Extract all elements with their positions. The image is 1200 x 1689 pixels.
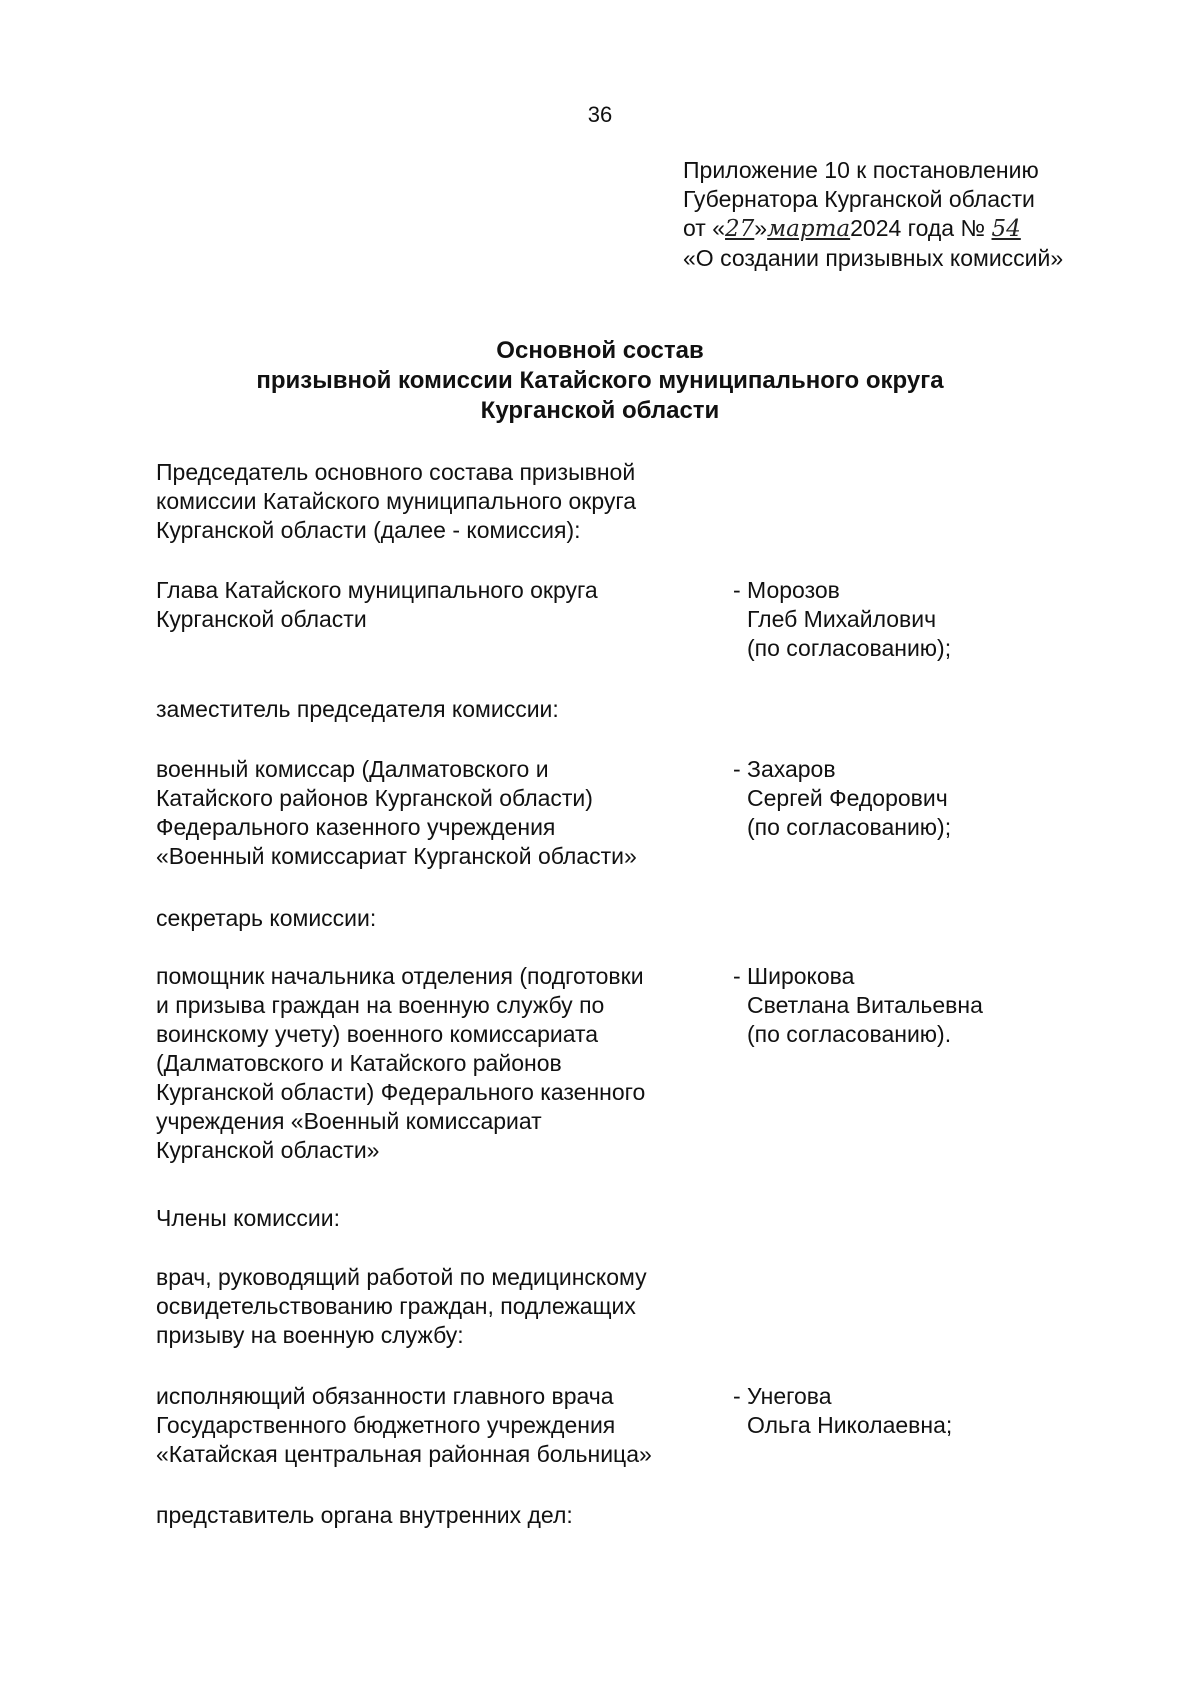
appendix-date-mid: »	[754, 215, 768, 241]
handwritten-month: марта	[767, 216, 851, 242]
doctor-heading: врач, руководящий работой по медицинскому освидетельствованию граждан, подлежащих призыву на военную службу:	[156, 1264, 647, 1348]
chairman-name: - Морозов Глеб Михайлович (по согласованию);	[733, 577, 952, 661]
appendix-line-3	[683, 214, 1183, 244]
doctor-name: - Унегова Ольга Николаевна;	[733, 1383, 953, 1438]
appendix-year: 2024 года №	[850, 215, 992, 241]
handwritten-number: 54	[991, 216, 1021, 242]
title-line-2: призывной комиссии Катайского муниципального округа	[256, 367, 944, 394]
page-number: 36	[587, 102, 613, 127]
secretary-position: помощник начальника отделения (подготовки и призыва граждан на военную службу по воинскому учету) военного комиссариата (Далматовского и Катайского районов Курганской области) Федерального казенного учреждения «Военный комиссариат Курганской области»	[156, 963, 646, 1163]
title-line-3: Курганской области	[480, 397, 720, 424]
members-heading: Члены комиссии:	[156, 1205, 341, 1231]
appendix-line-4: «О создании призывных комиссий»	[683, 245, 1064, 271]
appendix-date-prefix: от «	[683, 215, 726, 241]
deputy-position: военный комиссар (Далматовского и Катайского районов Курганской области) Федерального казенного учреждения «Военный комиссариат Курганской области»	[156, 756, 637, 869]
deputy-heading: заместитель председателя комиссии:	[156, 696, 559, 722]
chairman-position: Глава Катайского муниципального округа Курганской области	[156, 577, 598, 632]
secretary-heading: секретарь комиссии:	[156, 905, 377, 931]
document-title	[0, 336, 1200, 426]
appendix-header	[683, 156, 1183, 273]
appendix-line-1: Приложение 10 к постановлению	[683, 157, 1039, 183]
handwritten-day: 27	[725, 216, 755, 242]
police-heading: представитель органа внутренних дел:	[156, 1502, 573, 1528]
doctor-position: исполняющий обязанности главного врача Государственного бюджетного учреждения «Катайская центральная районная больница»	[156, 1383, 652, 1467]
deputy-name: - Захаров Сергей Федорович (по согласованию);	[733, 756, 952, 840]
chairman-heading: Председатель основного состава призывной комиссии Катайского муниципального округа Курганской области (далее - комиссия):	[156, 459, 637, 543]
secretary-name: - Широкова Светлана Витальевна (по согласованию).	[733, 963, 983, 1047]
title-line-1: Основной состав	[496, 337, 704, 364]
appendix-line-2: Губернатора Курганской области	[683, 186, 1035, 212]
